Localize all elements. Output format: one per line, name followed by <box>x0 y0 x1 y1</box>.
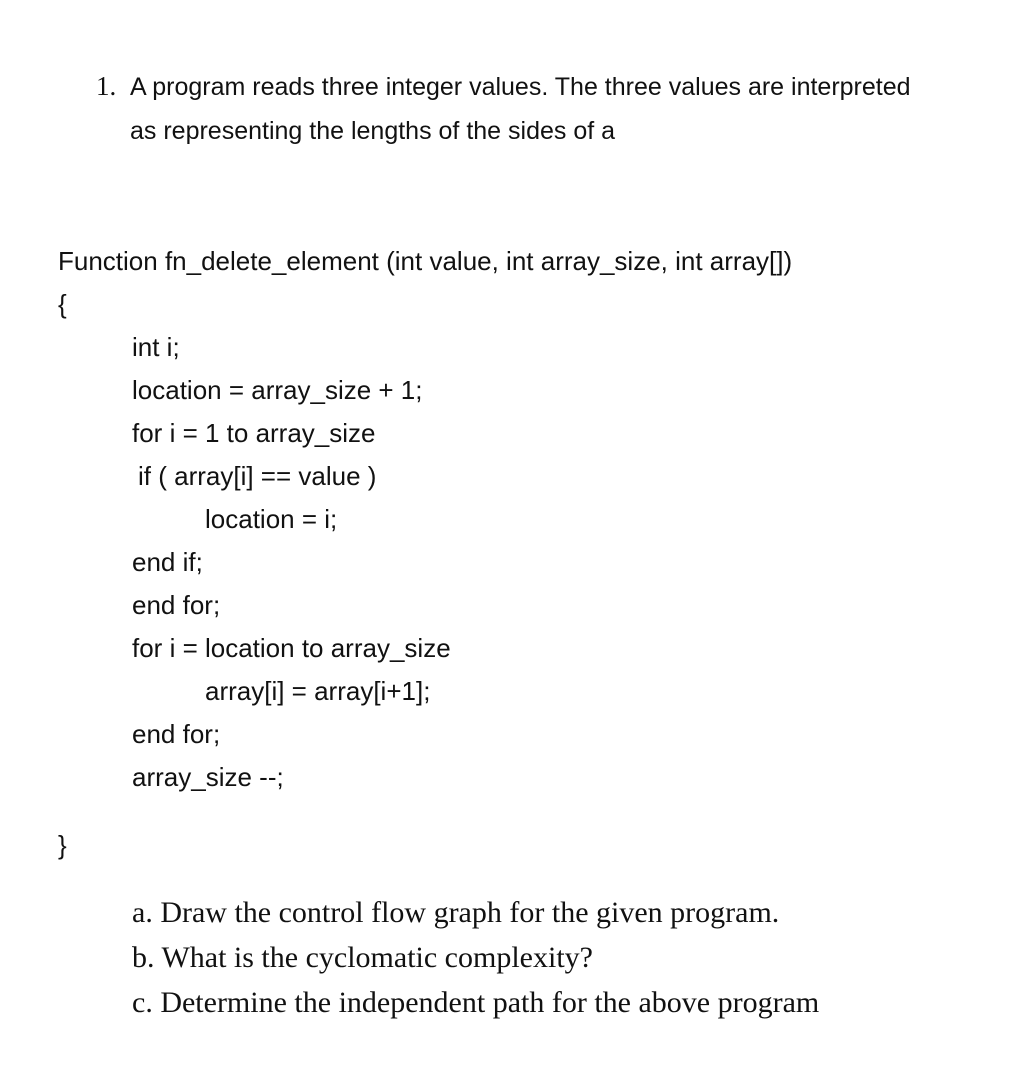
open-brace: { <box>58 289 67 319</box>
function-signature: Function fn_delete_element (int value, int array_size, int array[]) <box>58 246 793 276</box>
question-number: 1. <box>96 71 117 101</box>
code-line: int i; <box>132 332 180 362</box>
code-line: location = array_size + 1; <box>132 375 423 405</box>
code-line: end for; <box>132 590 221 620</box>
question-text-line-2: as representing the lengths of the sides of a <box>130 117 616 145</box>
code-line: if ( array[i] == value ) <box>138 461 377 491</box>
code-line: array_size --; <box>132 762 284 792</box>
code-line: for i = location to array_size <box>132 633 451 663</box>
code-line: location = i; <box>205 504 338 534</box>
code-line: for i = 1 to array_size <box>132 418 376 448</box>
sub-questions <box>132 890 992 1025</box>
close-brace: } <box>58 830 67 860</box>
sub-question-a: a. Draw the control flow graph for the given program. <box>132 896 780 929</box>
question-line-1 <box>96 64 996 109</box>
question-1 <box>96 64 996 153</box>
code-line: array[i] = array[i+1]; <box>205 676 431 706</box>
code-line: end if; <box>132 547 203 577</box>
code-block <box>58 240 998 799</box>
code-line: end for; <box>132 719 221 749</box>
question-text-line-1: A program reads three integer values. The three values are interpreted <box>130 73 911 101</box>
sub-question-b: b. What is the cyclomatic complexity? <box>132 941 593 974</box>
sub-question-c: c. Determine the independent path for the above program <box>132 986 820 1019</box>
